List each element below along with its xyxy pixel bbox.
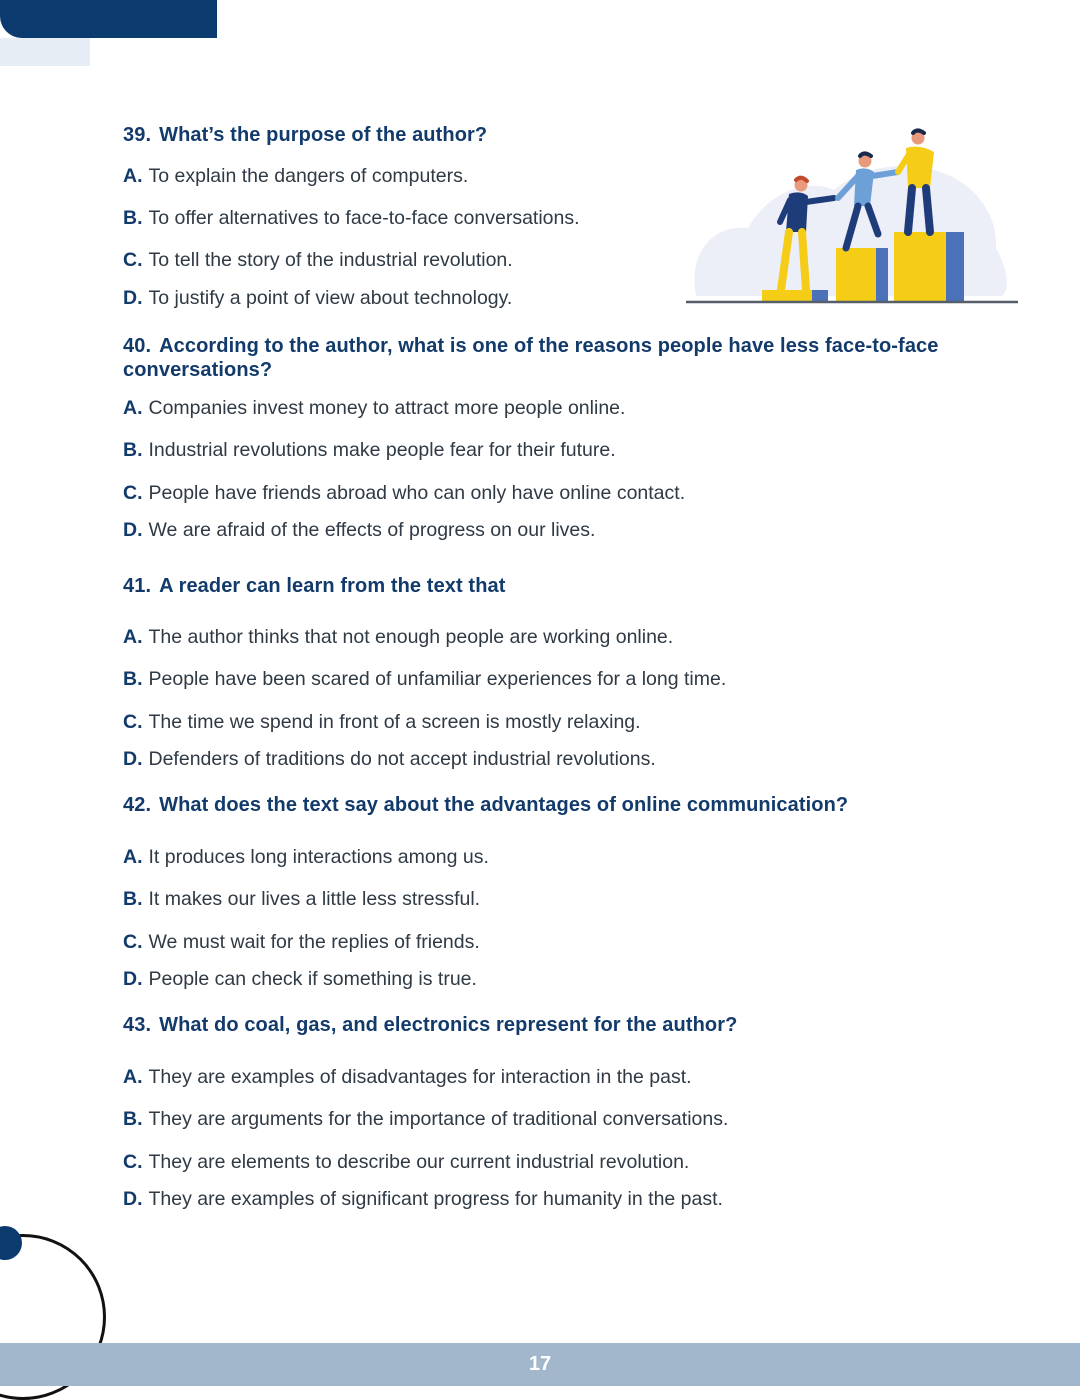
question-42-option-a	[123, 845, 489, 869]
step-small-side	[812, 290, 828, 302]
option-letter: C.	[123, 711, 143, 733]
option-letter: B.	[123, 207, 143, 229]
question-41-option-c	[123, 710, 641, 734]
option-letter: A.	[123, 165, 143, 187]
option-text: People can check if something is true.	[148, 968, 477, 990]
question-40-option-c	[123, 481, 685, 505]
step-tall-side	[946, 232, 964, 302]
question-39-heading	[123, 123, 487, 147]
question-42-option-d	[123, 967, 477, 991]
option-text: The time we spend in front of a screen is mostly relaxing.	[148, 711, 641, 733]
option-text: It produces long interactions among us.	[148, 846, 489, 868]
step-tall-top	[894, 232, 946, 302]
option-letter: D.	[123, 968, 143, 990]
option-text: They are elements to describe our current industrial revolution.	[148, 1151, 690, 1173]
step-medium-side	[876, 248, 888, 302]
question-42-heading	[123, 793, 848, 817]
option-letter: A.	[123, 397, 143, 419]
question-text: According to the author, what is one of the reasons people have less face-to-face conversations?	[123, 335, 939, 381]
question-43-option-b	[123, 1107, 728, 1131]
question-number: 41.	[123, 575, 152, 597]
question-number: 42.	[123, 794, 152, 816]
option-letter: A.	[123, 846, 143, 868]
option-letter: D.	[123, 287, 143, 309]
option-text: Companies invest money to attract more people online.	[148, 397, 626, 419]
question-40-option-a	[123, 396, 625, 420]
question-43-heading	[123, 1013, 737, 1037]
question-number: 43.	[123, 1014, 152, 1036]
option-letter: B.	[123, 1108, 143, 1130]
option-letter: C.	[123, 482, 143, 504]
question-42-option-c	[123, 930, 480, 954]
option-text: To justify a point of view about technology.	[148, 287, 513, 309]
question-43-option-a	[123, 1065, 692, 1089]
option-letter: A.	[123, 1066, 143, 1088]
option-text: They are examples of significant progress for humanity in the past.	[148, 1188, 723, 1210]
teamwork-climbing-steps-icon	[684, 124, 1022, 310]
option-letter: C.	[123, 1151, 143, 1173]
option-text: They are examples of disadvantages for interaction in the past.	[148, 1066, 692, 1088]
question-number: 39.	[123, 124, 152, 146]
option-letter: D.	[123, 748, 143, 770]
question-text: A reader can learn from the text that	[159, 575, 506, 597]
option-text: We are afraid of the effects of progress on our lives.	[148, 519, 596, 541]
option-text: Defenders of traditions do not accept industrial revolutions.	[148, 748, 656, 770]
question-41-option-b	[123, 667, 726, 691]
question-40-heading	[123, 334, 943, 382]
question-text: What do coal, gas, and electronics represent for the author?	[159, 1014, 738, 1036]
question-number: 40.	[123, 335, 152, 357]
question-40-option-b	[123, 438, 616, 462]
option-letter: C.	[123, 249, 143, 271]
option-letter: A.	[123, 626, 143, 648]
question-41-heading	[123, 574, 506, 598]
option-letter: B.	[123, 439, 143, 461]
option-text: People have been scared of unfamiliar experiences for a long time.	[148, 668, 727, 690]
page-number: 17	[528, 1353, 552, 1375]
step-medium-top	[836, 248, 876, 302]
question-39-option-c	[123, 248, 513, 272]
option-letter: D.	[123, 519, 143, 541]
option-text: To offer alternatives to face-to-face conversations.	[148, 207, 580, 229]
option-text: We must wait for the replies of friends.	[148, 931, 480, 953]
question-41-option-d	[123, 747, 656, 771]
question-43-option-c	[123, 1150, 689, 1174]
question-text: What’s the purpose of the author?	[159, 124, 488, 146]
option-text: The author thinks that not enough people are working online.	[148, 626, 674, 648]
question-40-option-d	[123, 518, 595, 542]
question-39-option-b	[123, 206, 580, 230]
option-letter: B.	[123, 668, 143, 690]
question-text: What does the text say about the advantages of online communication?	[159, 794, 849, 816]
option-letter: C.	[123, 931, 143, 953]
option-text: Industrial revolutions make people fear for their future.	[148, 439, 616, 461]
top-corner-bar-decoration	[0, 0, 217, 38]
top-corner-tint-decoration	[0, 38, 90, 66]
question-41-option-a	[123, 625, 673, 649]
option-text: It makes our lives a little less stressful.	[148, 888, 481, 910]
option-letter: D.	[123, 1188, 143, 1210]
question-42-option-b	[123, 887, 480, 911]
option-text: They are arguments for the importance of traditional conversations.	[148, 1108, 729, 1130]
option-letter: B.	[123, 888, 143, 910]
question-39-option-d	[123, 286, 512, 310]
option-text: To tell the story of the industrial revolution.	[148, 249, 513, 271]
option-text: People have friends abroad who can only have online contact.	[148, 482, 686, 504]
question-43-option-d	[123, 1187, 723, 1211]
option-text: To explain the dangers of computers.	[148, 165, 469, 187]
question-39-option-a	[123, 164, 468, 188]
